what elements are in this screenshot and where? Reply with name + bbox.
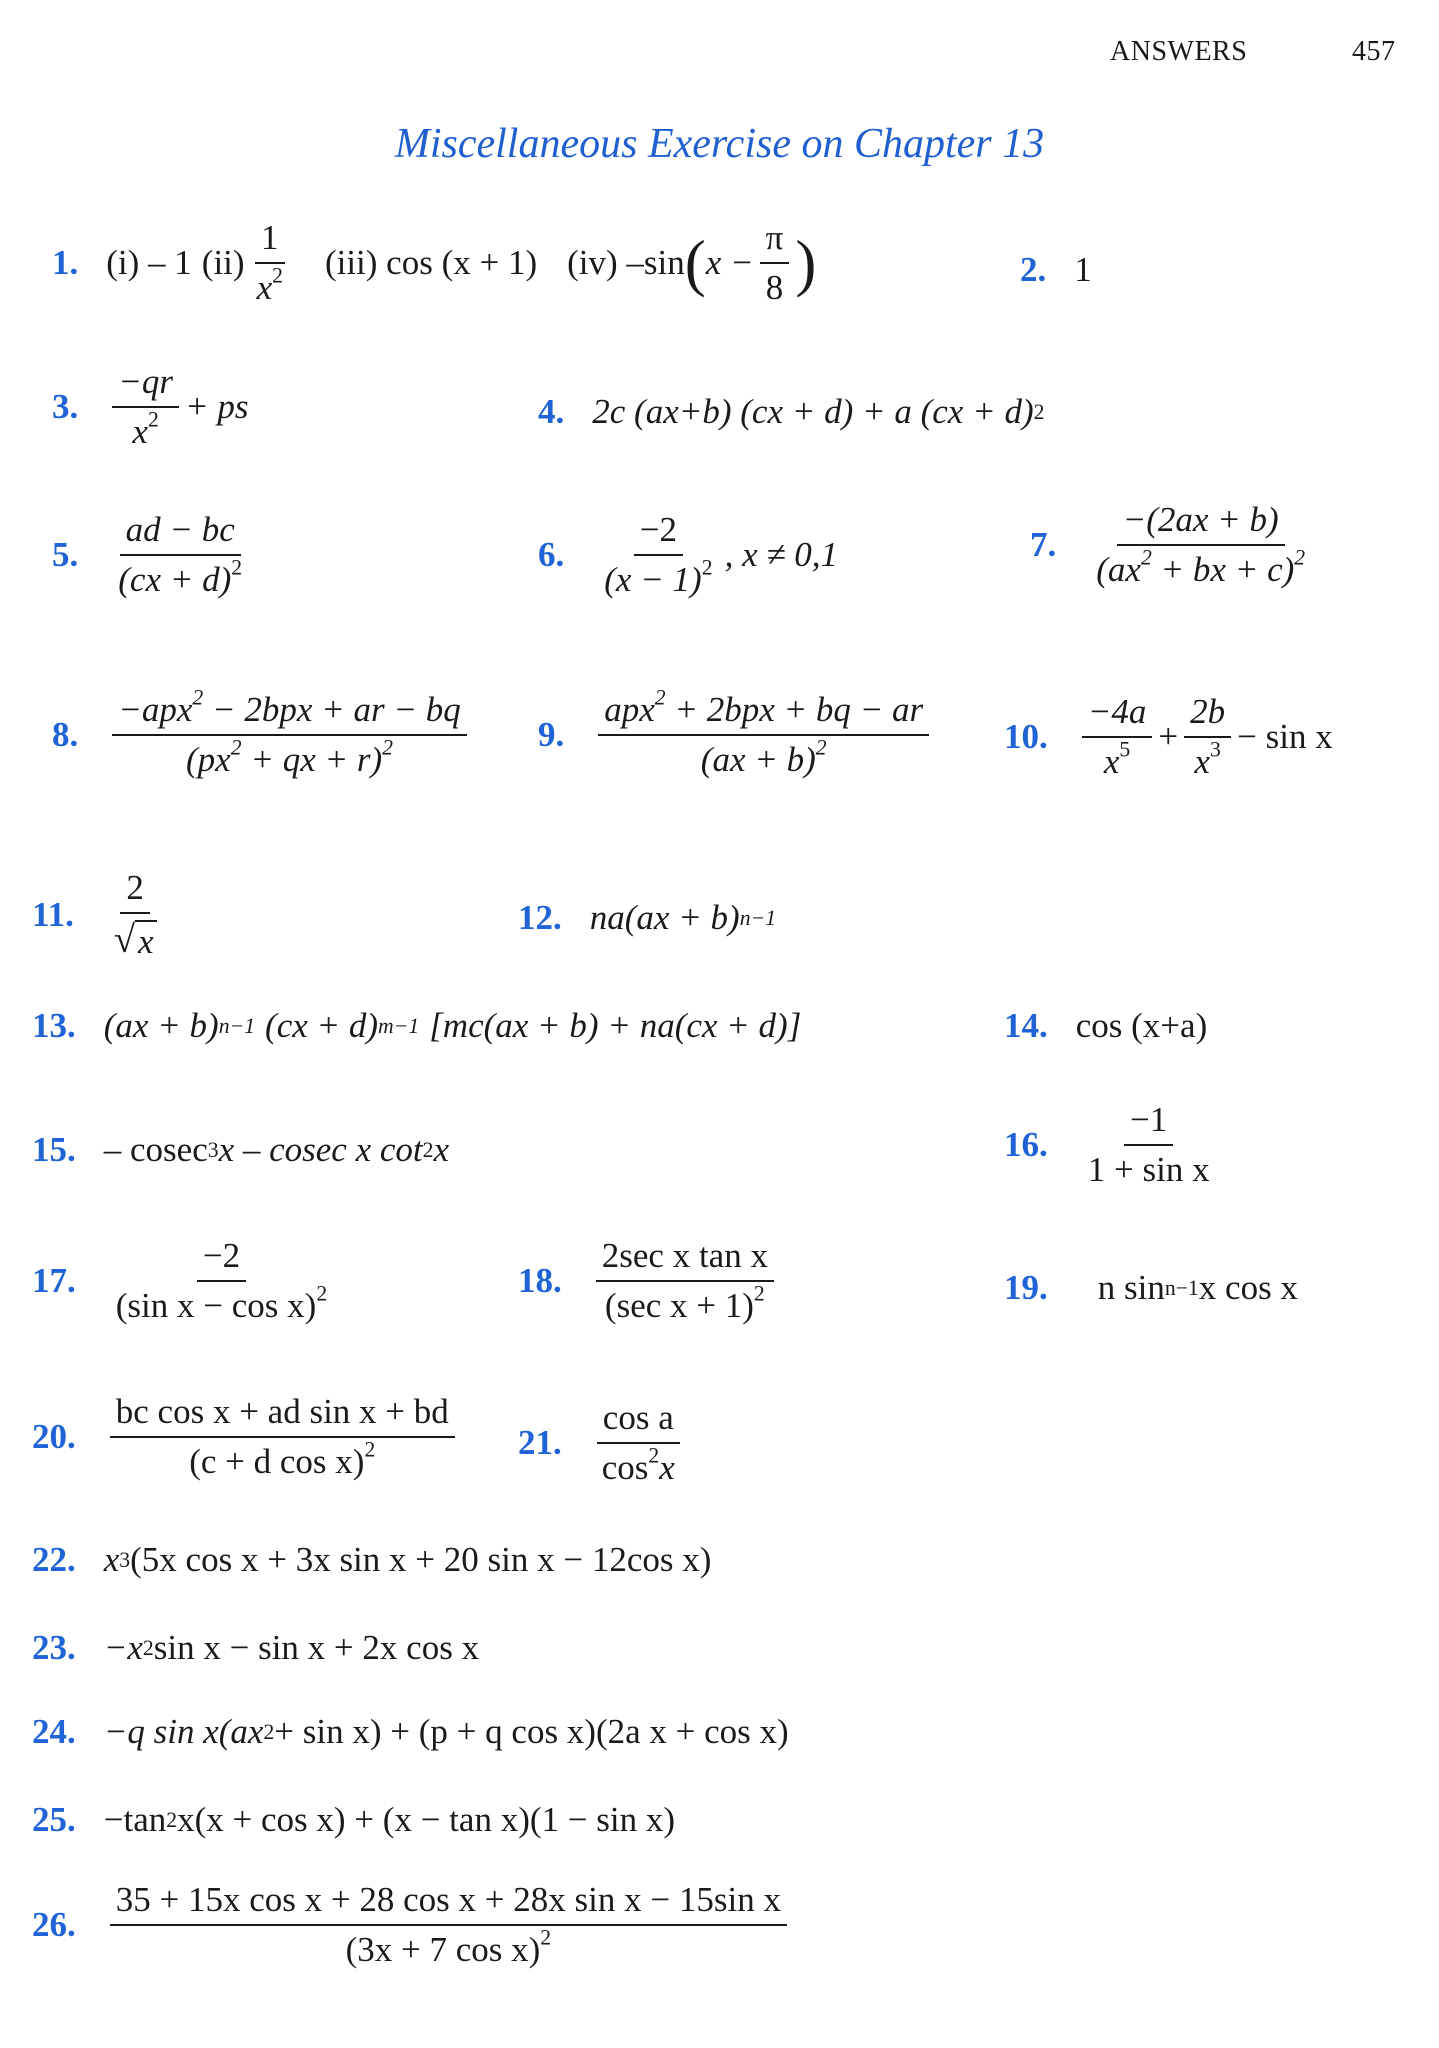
square-root: √ x — [114, 918, 157, 962]
fraction — [1082, 1100, 1216, 1190]
denominator: (c + d cos x)$^2$ — [189, 1437, 376, 1481]
answer-number: 21. — [518, 1423, 562, 1462]
answer-16 — [1004, 1100, 1222, 1190]
fraction — [1082, 692, 1153, 782]
answer-14 — [1004, 1006, 1207, 1046]
numerator: bc cos x + ad sin x + bd — [110, 1392, 455, 1438]
answer-17 — [32, 1236, 339, 1326]
answer-22-part-b: (5x cos x + 3x sin x + 20 sin x − 12cos x) — [130, 1540, 712, 1579]
answer-11 — [32, 868, 169, 962]
denominator: $x^2$ — [132, 407, 159, 451]
fraction — [760, 218, 790, 308]
answer-19-part-a: n sin — [1097, 1268, 1165, 1307]
answer-12-expression: na(ax + b) — [589, 898, 740, 937]
numerator: 2b — [1184, 692, 1231, 738]
answer-1-i: (i) – 1 — [106, 243, 192, 282]
denominator: $\cos^2x$ — [601, 1443, 675, 1487]
answer-number: 5. — [52, 535, 79, 574]
numerator: −qr — [112, 362, 179, 408]
denominator: $x^2$ — [256, 263, 283, 307]
answer-10 — [1004, 692, 1333, 782]
fraction — [1184, 692, 1231, 782]
answer-1: 1. (i) – 1 (ii) $\frac{1}{x^2}$ (iii) cos (x + 1) (iv) –sin ( x − $\frac{\pi}{8}$ ) — [52, 218, 817, 307]
answer-number: 14. — [1004, 1006, 1048, 1045]
answer-number: 26. — [32, 1905, 76, 1944]
denominator: (ax + b)$^2$ — [700, 735, 827, 779]
answer-15-part-b: x – cosec x cot — [218, 1130, 423, 1169]
fraction — [598, 685, 929, 780]
answer-number: 12. — [518, 898, 562, 937]
answer-1-ii: (ii) — [201, 243, 245, 282]
answer-22: 22. x 3 (5x cos x + 3x sin x + 20 sin x − 12cos x) — [32, 1540, 712, 1579]
answer-number: 24. — [32, 1712, 76, 1751]
numerator: cos a — [597, 1398, 680, 1444]
numerator: ad − bc — [120, 510, 241, 556]
denominator: 1 + sin x — [1087, 1150, 1210, 1189]
factor-1: (ax + b) — [103, 1006, 219, 1045]
numerator: π — [760, 218, 790, 264]
answer-23-part-b: sin x − sin x + 2x cos x — [153, 1628, 480, 1667]
answer-20 — [32, 1392, 461, 1482]
answer-number: 15. — [32, 1130, 76, 1169]
answer-25-part-b: x(x + cos x) + (x − tan x)(1 − sin x) — [177, 1800, 675, 1839]
answer-number: 25. — [32, 1800, 76, 1839]
denominator: (cx + d)$^2$ — [118, 555, 243, 599]
answer-number: 18. — [518, 1261, 562, 1300]
answer-number: 13. — [32, 1006, 76, 1045]
plus-sign: + — [1158, 717, 1179, 756]
answer-number: 16. — [1004, 1125, 1048, 1164]
answer-23: 23. −x 2 sin x − sin x + 2x cos x — [32, 1628, 480, 1667]
page-title: Miscellaneous Exercise on Chapter 13 — [394, 121, 1045, 167]
answer-number: 17. — [32, 1261, 76, 1300]
answer-number: 7. — [1030, 525, 1057, 564]
denominator: 8 — [765, 268, 784, 307]
answer-number: 4. — [538, 392, 565, 431]
answer-4: 4. 2c (ax+b) (cx + d) + a (cx + d) 2 — [538, 392, 1045, 431]
answer-8 — [52, 685, 473, 780]
denominator — [108, 914, 163, 962]
answer-15: 15. – cosec 3 x – cosec x cot 2 x — [32, 1130, 450, 1169]
answer-4-expression: 2c (ax+b) (cx + d) + a (cx + d) — [592, 392, 1034, 431]
denominator: (sec x + 1)$^2$ — [604, 1281, 765, 1325]
answer-1-iv: (iv) –sin — [567, 243, 685, 282]
denominator: $x^5$ — [1103, 737, 1131, 781]
denominator: (sin x − cos x)$^2$ — [115, 1281, 328, 1325]
numerator: −2 — [634, 510, 683, 556]
answer-number: 6. — [538, 535, 565, 574]
answer-24: 24. −q sin x(ax 2 + sin x) + (p + q cos x)(2a x + cos x) — [32, 1712, 789, 1751]
numerator: 1 — [255, 218, 285, 264]
answer-number: 20. — [32, 1417, 76, 1456]
numerator: apx$^2$ + 2bpx + bq − ar — [598, 690, 929, 736]
answer-2-value: 1 — [1074, 250, 1092, 289]
answer-number: 19. — [1004, 1268, 1048, 1307]
page-number: 457 — [1352, 36, 1396, 67]
answer-23-part-a: −x — [103, 1628, 143, 1667]
answer-number: 11. — [32, 895, 74, 934]
answer-number: 23. — [32, 1628, 76, 1667]
answer-number: 8. — [52, 715, 79, 754]
numerator: −(2ax + b) — [1117, 500, 1285, 546]
answer-15-part-a: – cosec — [103, 1130, 208, 1169]
answer-number: 1. — [52, 243, 79, 282]
answer-7 — [1030, 500, 1317, 590]
answer-22-part-a: x — [103, 1540, 120, 1579]
factor-3: [mc(ax + b) + na(cx + d)] — [429, 1006, 802, 1045]
answer-24-part-b: + sin x) + (p + q cos x)(2a x + cos x) — [274, 1712, 789, 1751]
numerator: −apx$^2$ − 2bpx + ar − bq — [112, 690, 467, 736]
factor-2: (cx + d) — [265, 1006, 379, 1045]
numerator: 2sec x tan x — [596, 1236, 774, 1282]
answer-19: 19. n sin n−1 x cos x — [1004, 1268, 1298, 1307]
answer-19-part-b: x cos x — [1198, 1268, 1298, 1307]
fraction — [598, 510, 718, 600]
fraction — [110, 1880, 787, 1970]
answer-15-part-c: x — [433, 1130, 450, 1169]
running-header-section: ANSWERS — [1110, 36, 1248, 67]
numerator: −4a — [1082, 692, 1153, 738]
answer-3 — [52, 362, 249, 452]
answer-number: 2. — [1020, 250, 1047, 289]
var-x: x − — [705, 243, 754, 282]
denominator: $(x - 1)^2$ — [604, 555, 713, 599]
answer-10-rest: − sin x — [1237, 717, 1333, 756]
numerator: 35 + 15x cos x + 28 cos x + 28x sin x − 15sin x — [110, 1880, 787, 1926]
fraction — [112, 362, 179, 452]
answer-1-iii: (iii) cos (x + 1) — [324, 243, 538, 282]
answer-24-part-a: −q sin x(ax — [103, 1712, 264, 1751]
fraction — [596, 1236, 774, 1326]
answer-25: 25. −tan 2 x(x + cos x) + (x − tan x)(1 − sin x) — [32, 1800, 675, 1839]
answer-6 — [538, 510, 838, 600]
fraction — [596, 1398, 681, 1488]
fraction — [1090, 500, 1311, 590]
denominator: $x^3$ — [1194, 737, 1221, 781]
answer-18 — [518, 1236, 780, 1326]
answer-3-rest: + ps — [185, 387, 249, 426]
numerator: 2 — [120, 868, 150, 914]
answer-number: 22. — [32, 1540, 76, 1579]
answer-14-expression: cos (x+a) — [1075, 1006, 1208, 1045]
answer-number: 10. — [1004, 717, 1048, 756]
fraction — [108, 868, 163, 962]
denominator: (3x + 7 cos x)$^2$ — [345, 1925, 552, 1969]
answer-5 — [52, 510, 254, 600]
numerator: −1 — [1124, 1100, 1173, 1146]
answer-number: 9. — [538, 715, 565, 754]
answer-26 — [32, 1880, 793, 1970]
fraction — [251, 218, 289, 308]
answer-12: 12. na(ax + b) n−1 — [518, 898, 777, 937]
denominator: ($ax^2$ + bx + c)$^2$ — [1096, 545, 1306, 589]
answer-21 — [518, 1398, 687, 1488]
answer-25-part-a: −tan — [103, 1800, 167, 1839]
answer-9 — [538, 685, 935, 780]
answer-13: 13. (ax + b) n−1 (cx + d) m−1 [mc(ax + b) + na(cx + d)] — [32, 1006, 802, 1045]
fraction — [112, 685, 467, 780]
fraction — [110, 1236, 333, 1326]
denominator: ($px^2$ + qx + r)$^2$ — [186, 735, 393, 779]
fraction — [112, 510, 248, 600]
numerator: −2 — [197, 1236, 246, 1282]
fraction — [110, 1392, 455, 1482]
answer-number: 3. — [52, 387, 79, 426]
answer-6-condition: , x ≠ 0,1 — [724, 535, 839, 574]
answer-2 — [1020, 250, 1092, 290]
